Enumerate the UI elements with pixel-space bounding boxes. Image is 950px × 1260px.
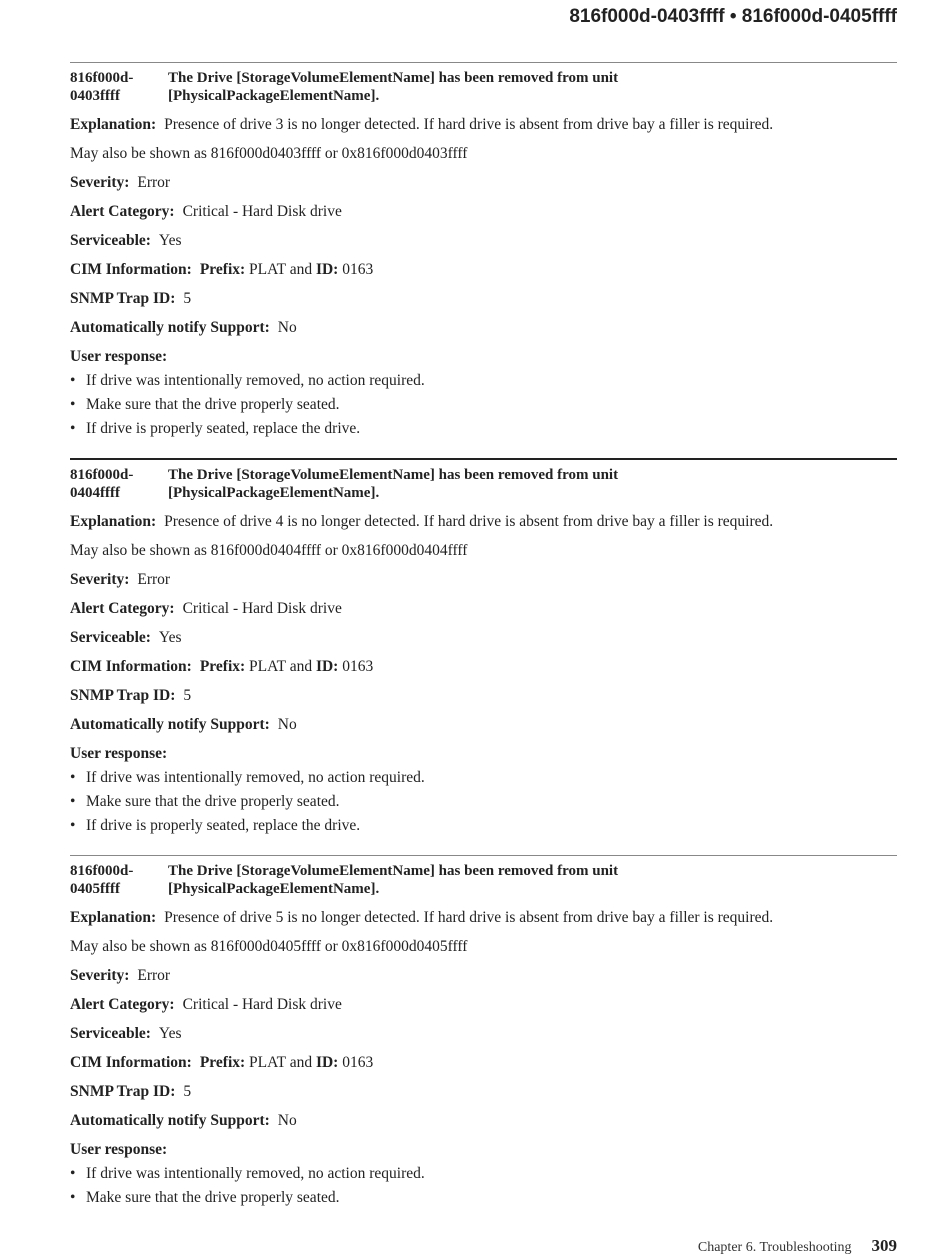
id-label: ID: [315, 1054, 339, 1071]
message-list [70, 62, 897, 1207]
serviceable-label: Serviceable: [70, 232, 151, 249]
message-entry [70, 62, 897, 438]
entry-title: The Drive [StorageVolumeElementName] has been removed from unit [PhysicalPackageElementName]. [168, 863, 619, 897]
snmp-trap-id-value: 5 [183, 290, 192, 307]
and-text: and [289, 261, 313, 278]
list-item: • If drive is properly seated, replace the drive. [70, 419, 897, 438]
user-response-heading [70, 1140, 897, 1159]
entry-code: 816f000d-0403ffff [70, 70, 134, 104]
prefix-value: PLAT [249, 261, 286, 278]
alert-category [70, 995, 897, 1014]
snmp-trap-id-value: 5 [183, 1083, 192, 1100]
snmp-trap-id-value: 5 [183, 687, 192, 704]
entry-code: 816f000d-0405ffff [70, 863, 134, 897]
and-text: and [289, 1054, 313, 1071]
list-item: • Make sure that the drive properly seated. [70, 792, 897, 811]
alert-category-label: Alert Category: [70, 996, 175, 1013]
serviceable-label: Serviceable: [70, 1025, 151, 1042]
serviceable [70, 231, 897, 250]
running-head: 816f000d-0403ffff • 816f000d-0405ffff [569, 6, 897, 27]
snmp-trap-id [70, 289, 897, 308]
id-label: ID: [315, 261, 339, 278]
severity-label: Severity: [70, 967, 130, 984]
alert-category [70, 202, 897, 221]
serviceable-label: Serviceable: [70, 629, 151, 646]
severity [70, 966, 897, 985]
cim-information-label: CIM Information: [70, 658, 192, 675]
list-item: • If drive was intentionally removed, no action required. [70, 371, 897, 390]
auto-notify-support [70, 318, 897, 337]
prefix-value: PLAT [249, 658, 286, 675]
user-response-label: User response: [70, 348, 168, 365]
snmp-trap-id-label: SNMP Trap ID: [70, 687, 176, 704]
page-number: 309 [871, 1236, 897, 1255]
severity-label: Severity: [70, 571, 130, 588]
entry-code: 816f000d-0404ffff [70, 467, 134, 501]
list-item: • If drive was intentionally removed, no action required. [70, 1164, 897, 1183]
auto-notify-support [70, 715, 897, 734]
severity-value: Error [137, 967, 171, 984]
severity-value: Error [137, 174, 171, 191]
serviceable-value: Yes [158, 1025, 182, 1042]
prefix-value: PLAT [249, 1054, 286, 1071]
list-item: • If drive is properly seated, replace the drive. [70, 816, 897, 835]
snmp-trap-id [70, 1082, 897, 1101]
entry-header [70, 862, 897, 898]
alert-category-label: Alert Category: [70, 203, 175, 220]
auto-notify-label: Automatically notify Support: [70, 716, 270, 733]
user-response-list [70, 1164, 897, 1207]
auto-notify-value: No [277, 319, 297, 336]
explanation [70, 512, 897, 531]
alert-category-label: Alert Category: [70, 600, 175, 617]
severity-value: Error [137, 571, 171, 588]
user-response-label: User response: [70, 745, 168, 762]
explanation-label: Explanation: [70, 909, 157, 926]
auto-notify-value: No [277, 1112, 297, 1129]
severity [70, 173, 897, 192]
severity-label: Severity: [70, 174, 130, 191]
serviceable [70, 1024, 897, 1043]
alert-category [70, 599, 897, 618]
and-text: and [289, 658, 313, 675]
also-shown-as: May also be shown as 816f000d0403ffff or 0x816f000d0403ffff [70, 145, 468, 162]
message-entry [70, 855, 897, 1207]
cim-information [70, 657, 897, 676]
id-value: 0163 [342, 658, 374, 675]
snmp-trap-id-label: SNMP Trap ID: [70, 1083, 176, 1100]
id-value: 0163 [342, 1054, 374, 1071]
explanation [70, 908, 897, 927]
user-response-heading [70, 744, 897, 763]
list-item: • Make sure that the drive properly seated. [70, 395, 897, 414]
also-shown-as: May also be shown as 816f000d0404ffff or 0x816f000d0404ffff [70, 542, 468, 559]
cim-information [70, 260, 897, 279]
entry-header [70, 466, 897, 502]
list-item: • Make sure that the drive properly seated. [70, 1188, 897, 1207]
serviceable [70, 628, 897, 647]
entry-title: The Drive [StorageVolumeElementName] has been removed from unit [PhysicalPackageElementName]. [168, 467, 619, 501]
serviceable-value: Yes [158, 232, 182, 249]
severity [70, 570, 897, 589]
user-response-label: User response: [70, 1141, 168, 1158]
prefix-label: Prefix: [199, 658, 246, 675]
list-item: • If drive was intentionally removed, no action required. [70, 768, 897, 787]
auto-notify-label: Automatically notify Support: [70, 1112, 270, 1129]
id-value: 0163 [342, 261, 374, 278]
explanation-text: Presence of drive 5 is no longer detected. If hard drive is absent from drive bay a filler is required. [164, 909, 774, 926]
entry-title: The Drive [StorageVolumeElementName] has been removed from unit [PhysicalPackageElementName]. [168, 70, 619, 104]
explanation-text: Presence of drive 4 is no longer detected. If hard drive is absent from drive bay a filler is required. [164, 513, 774, 530]
prefix-label: Prefix: [199, 261, 246, 278]
alert-category-value: Critical - Hard Disk drive [182, 600, 342, 617]
message-entry [70, 458, 897, 835]
id-label: ID: [315, 658, 339, 675]
explanation-text: Presence of drive 3 is no longer detected. If hard drive is absent from drive bay a filler is required. [164, 116, 774, 133]
cim-information-label: CIM Information: [70, 1054, 192, 1071]
alert-category-value: Critical - Hard Disk drive [182, 203, 342, 220]
explanation-label: Explanation: [70, 513, 157, 530]
auto-notify-value: No [277, 716, 297, 733]
explanation [70, 115, 897, 134]
user-response-heading [70, 347, 897, 366]
chapter-title: Chapter 6. Troubleshooting [697, 1240, 852, 1255]
also-shown-as: May also be shown as 816f000d0405ffff or 0x816f000d0405ffff [70, 938, 468, 955]
serviceable-value: Yes [158, 629, 182, 646]
page-footer [698, 1236, 897, 1256]
snmp-trap-id [70, 686, 897, 705]
user-response-list [70, 371, 897, 438]
user-response-list [70, 768, 897, 835]
explanation-label: Explanation: [70, 116, 157, 133]
snmp-trap-id-label: SNMP Trap ID: [70, 290, 176, 307]
prefix-label: Prefix: [199, 1054, 246, 1071]
auto-notify-support [70, 1111, 897, 1130]
cim-information [70, 1053, 897, 1072]
entry-header [70, 69, 897, 105]
auto-notify-label: Automatically notify Support: [70, 319, 270, 336]
alert-category-value: Critical - Hard Disk drive [182, 996, 342, 1013]
cim-information-label: CIM Information: [70, 261, 192, 278]
